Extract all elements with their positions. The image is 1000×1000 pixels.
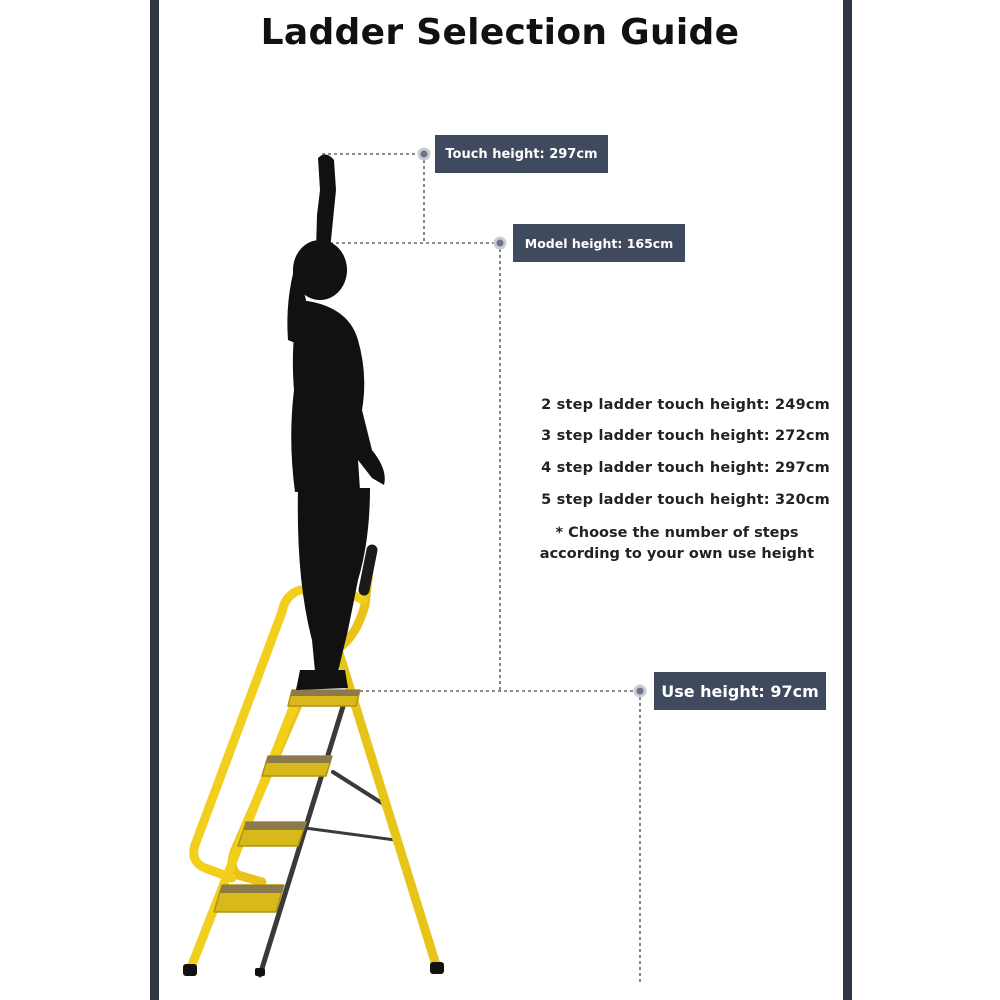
step-height-3: 3 step ladder touch height: 272cm: [541, 428, 830, 444]
handle-grip: [364, 550, 372, 590]
foot-left: [183, 964, 197, 976]
front-rail-right: [335, 640, 437, 968]
note-line-1: * Choose the number of steps: [555, 525, 799, 541]
step-height-4: 4 step ladder touch height: 297cm: [541, 460, 830, 476]
step-height-5: 5 step ladder touch height: 320cm: [541, 492, 830, 508]
page-title: Ladder Selection Guide: [260, 12, 740, 53]
touch-height-label: Touch height: 297cm: [435, 135, 608, 173]
model-dot: [495, 238, 505, 248]
selection-note: [527, 523, 827, 565]
use-dot: [635, 686, 645, 696]
step-height-2: 2 step ladder touch height: 249cm: [541, 397, 830, 413]
note-line-2: according to your own use height: [539, 546, 815, 562]
touch-dot: [419, 149, 429, 159]
foot-right: [430, 962, 444, 974]
person-silhouette: [287, 154, 384, 690]
use-height-label: Use height: 97cm: [654, 672, 826, 710]
model-height-label: Model height: 165cm: [513, 224, 685, 262]
